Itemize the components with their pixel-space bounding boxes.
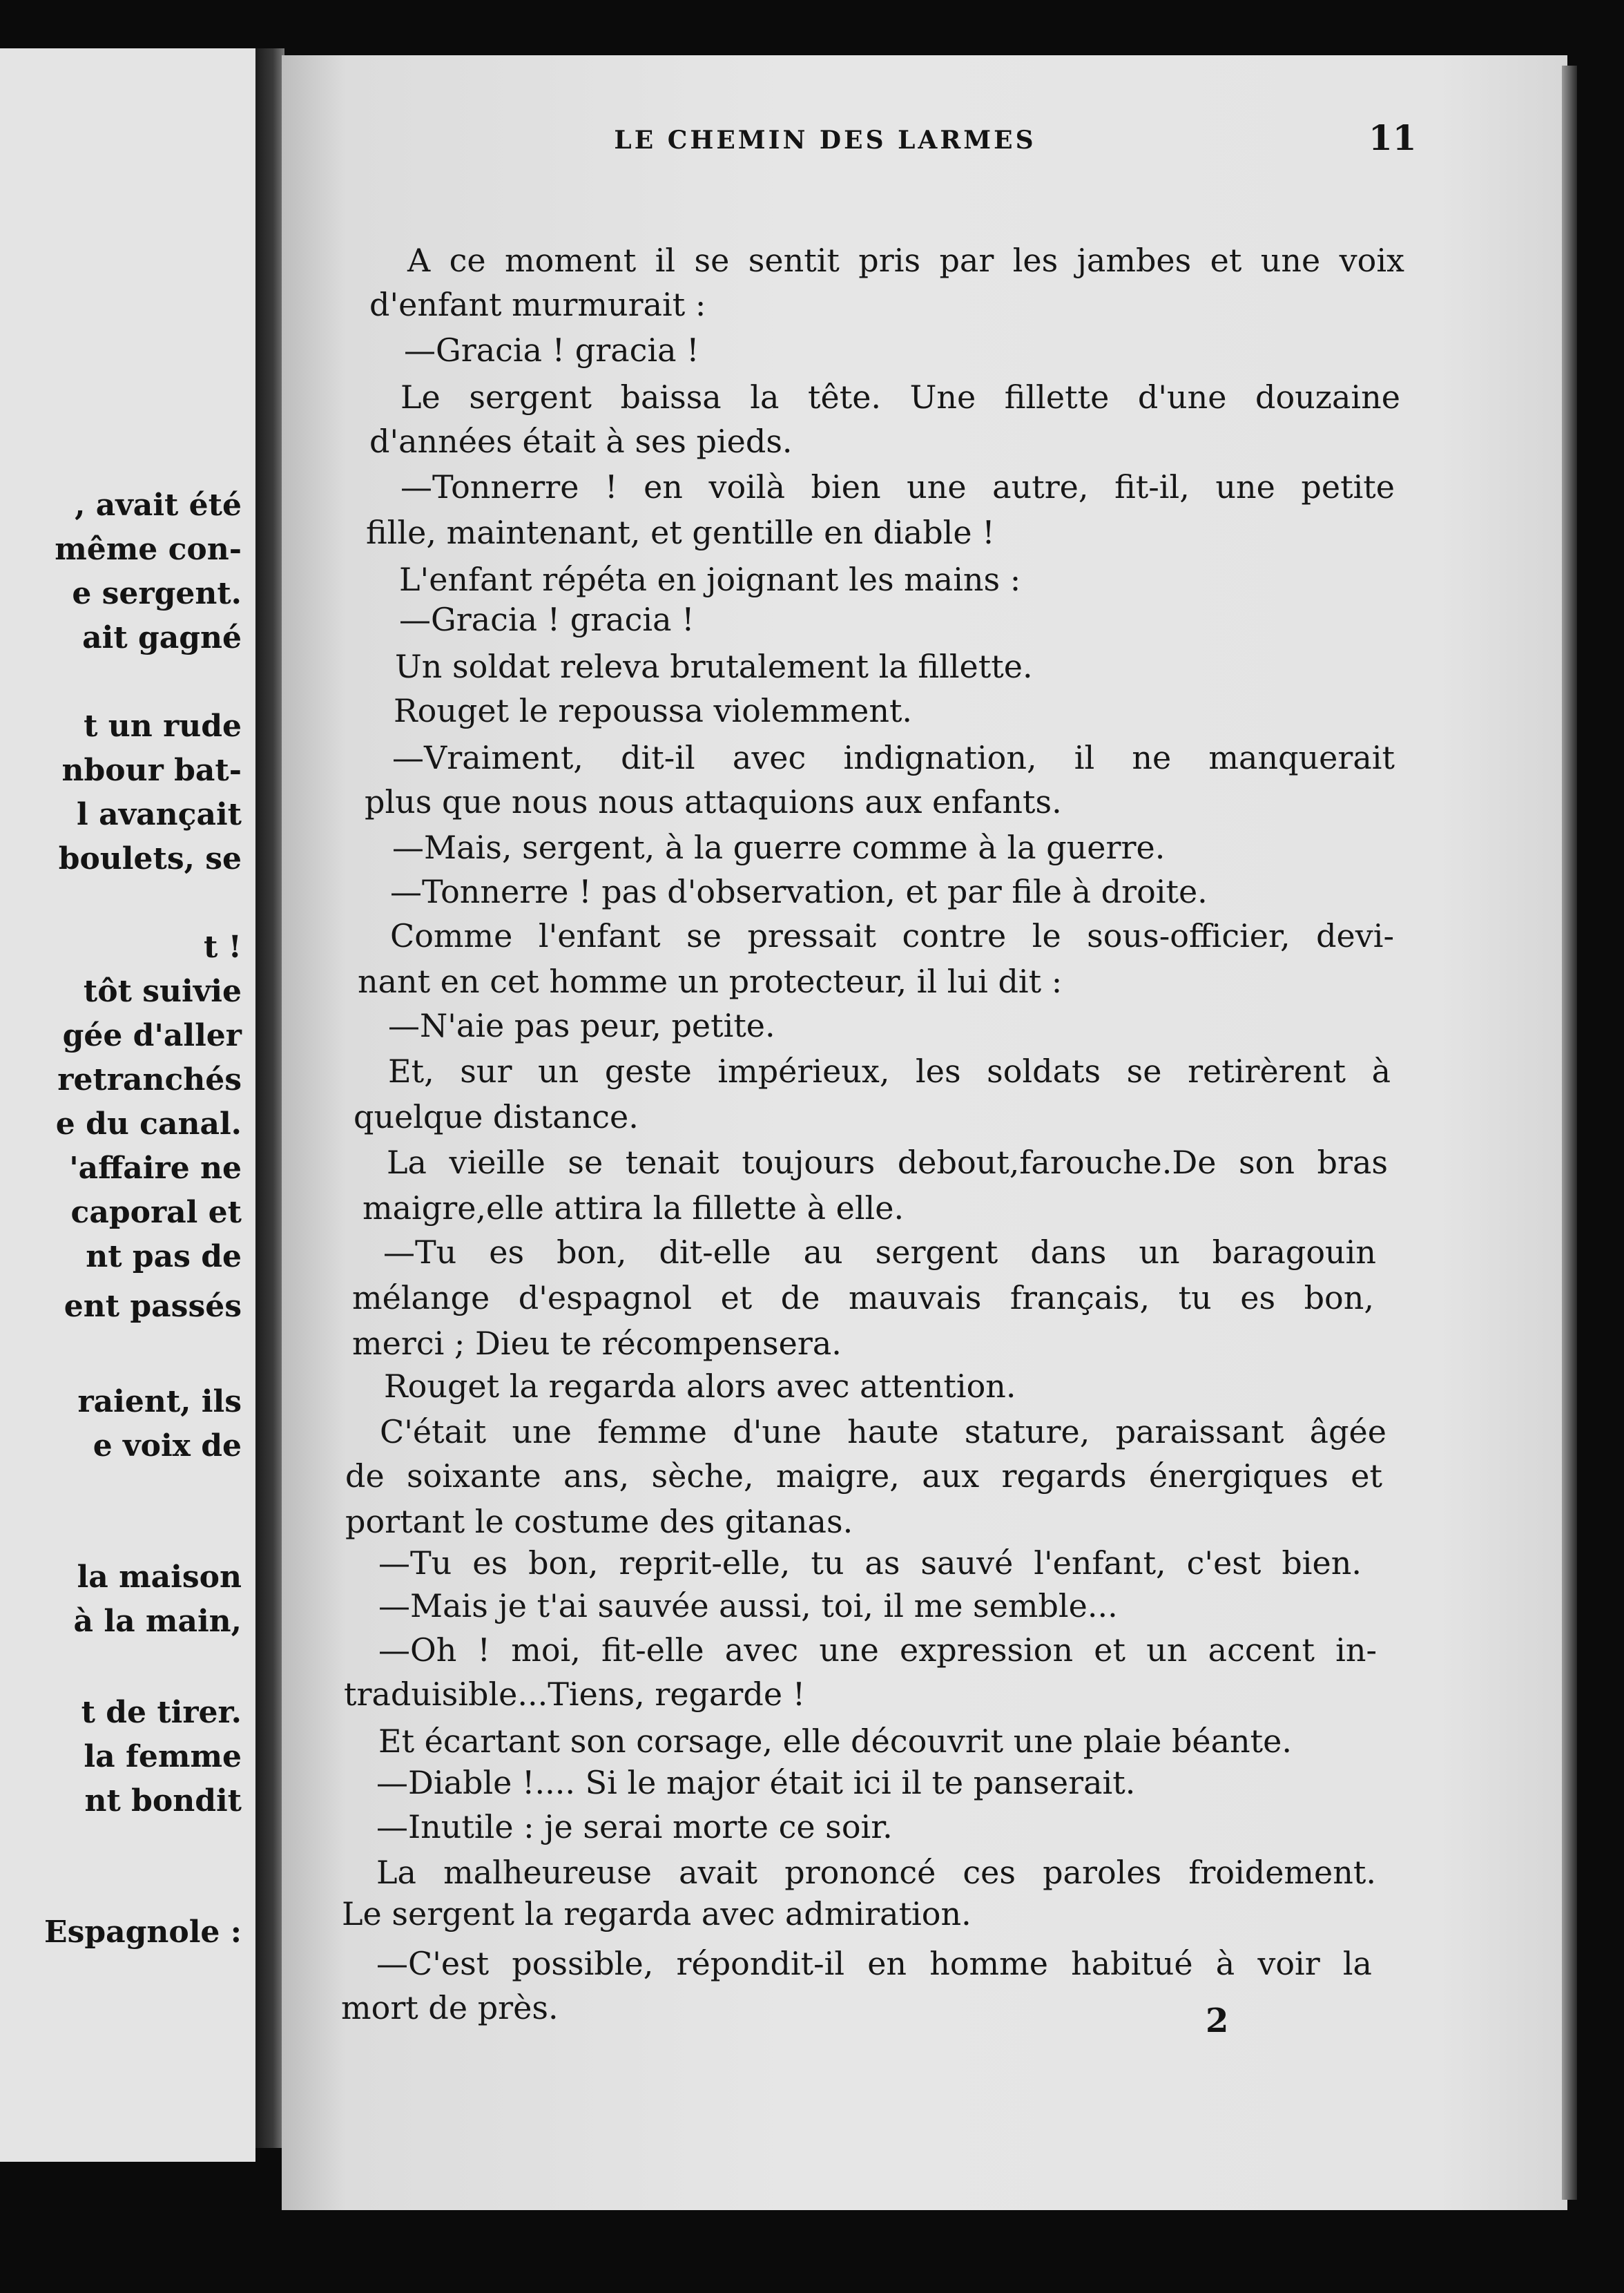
text-line: portant le costume des gitanas. <box>345 1503 853 1540</box>
text-line: d'années était à ses pieds. <box>369 423 793 460</box>
text-line: mélange d'espagnol et de mauvais français, tu es bon, <box>352 1279 1374 1316</box>
text-line: L'enfant répéta en joignant les mains : <box>399 561 1021 598</box>
left-page-line: tôt suivie <box>83 974 242 1009</box>
text-line: —Mais, sergent, à la guerre comme à la guerre. <box>392 829 1166 866</box>
text-line: Et écartant son corsage, elle découvrit une plaie béante. <box>378 1723 1292 1760</box>
left-page-line: t un rude <box>84 709 242 744</box>
left-page-line: nt pas de <box>86 1239 242 1274</box>
left-page-line: Espagnole : <box>44 1915 242 1950</box>
text-line: Et, sur un geste impérieux, les soldats se retirèrent à <box>388 1053 1391 1090</box>
left-page-line: nt bondit <box>84 1783 242 1819</box>
text-line: —Tu es bon, dit-elle au sergent dans un baragouin <box>383 1234 1376 1271</box>
text-line: La malheureuse avait prononcé ces paroles froidement. <box>376 1854 1376 1891</box>
text-line: de soixante ans, sèche, maigre, aux regards énergiques et <box>345 1457 1382 1495</box>
left-page-line: la maison <box>77 1560 242 1595</box>
text-line: —Diable !.... Si le major était ici il te panserait. <box>376 1764 1136 1801</box>
left-page-line: l avançait <box>77 797 242 832</box>
text-line: —Oh ! moi, fit-elle avec une expression et un accent in- <box>378 1631 1377 1669</box>
left-page-line: à la main, <box>73 1604 242 1639</box>
text-line: —Tonnerre ! pas d'observation, et par file à droite. <box>390 873 1208 910</box>
text-line: Rouget la regarda alors avec attention. <box>384 1368 1016 1405</box>
text-line: quelque distance. <box>354 1098 639 1135</box>
text-line: —Tu es bon, reprit-elle, tu as sauvé l'enfant, c'est bien. <box>378 1544 1362 1582</box>
left-page-line: la femme <box>84 1739 242 1774</box>
text-line: La vieille se tenait toujours debout,farouche.De son bras <box>387 1144 1388 1181</box>
left-page-line: nbour bat- <box>61 753 242 788</box>
left-page-line: caporal et <box>70 1195 242 1230</box>
left-page-line: t ! <box>204 930 242 965</box>
left-page-line: gée d'aller <box>62 1018 242 1053</box>
text-line: Le sergent la regarda avec admiration. <box>342 1895 972 1932</box>
text-line: merci ; Dieu te récompensera. <box>352 1325 842 1362</box>
text-line: —Vraiment, dit-il avec indignation, il ne manquerait <box>392 739 1395 776</box>
text-line: —Inutile : je serai morte ce soir. <box>376 1808 893 1845</box>
left-page-line: ent passés <box>64 1289 242 1324</box>
left-page-line: e voix de <box>93 1428 242 1464</box>
text-line: mort de près. <box>341 1989 559 2026</box>
left-page-line: ait gagné <box>82 620 242 655</box>
left-page-line: , avait été <box>75 488 242 523</box>
left-page-line: boulets, se <box>58 841 242 876</box>
text-line: —C'est possible, répondit-il en homme habitué à voir la <box>376 1945 1372 1982</box>
text-line: Comme l'enfant se pressait contre le sous-officier, devi- <box>390 917 1394 954</box>
text-line: fille, maintenant, et gentille en diable ! <box>366 514 995 551</box>
printer-signature-mark: 2 <box>1206 2002 1229 2040</box>
text-line: Le sergent baissa la tête. Une fillette d'une douzaine <box>400 378 1400 416</box>
text-line: Un soldat releva brutalement la fillette. <box>395 648 1033 685</box>
left-page-line: e sergent. <box>72 576 242 611</box>
text-line: —Gracia ! gracia ! <box>399 601 695 638</box>
left-page-line: même con- <box>55 532 242 567</box>
text-line: —Mais je t'ai sauvée aussi, toi, il me semble... <box>378 1587 1118 1624</box>
text-line: d'enfant murmurait : <box>369 286 706 323</box>
text-line: A ce moment il se sentit pris par les jambes et une voix <box>407 242 1404 279</box>
left-page-line: raient, ils <box>77 1384 242 1419</box>
running-head: LE CHEMIN DES LARMES <box>614 126 1036 155</box>
text-line: plus que nous nous attaquions aux enfants. <box>365 783 1062 821</box>
text-line: —N'aie pas peur, petite. <box>388 1007 775 1044</box>
text-line: —Gracia ! gracia ! <box>404 332 699 369</box>
text-line: traduisible...Tiens, regarde ! <box>344 1676 806 1713</box>
page-number: 11 <box>1369 117 1417 158</box>
text-line: nant en cet homme un protecteur, il lui dit : <box>358 963 1063 1000</box>
left-page-line: retranchés <box>57 1062 242 1097</box>
text-line: maigre,elle attira la fillette à elle. <box>362 1189 905 1227</box>
left-page-line: e du canal. <box>55 1106 242 1142</box>
text-line: —Tonnerre ! en voilà bien une autre, fit-il, une petite <box>400 468 1395 506</box>
left-page-line: 'affaire ne <box>69 1151 242 1186</box>
text-line: C'était une femme d'une haute stature, paraissant âgée <box>380 1413 1386 1450</box>
left-page-line: t de tirer. <box>81 1695 242 1730</box>
text-line: Rouget le repoussa violemment. <box>394 692 913 729</box>
